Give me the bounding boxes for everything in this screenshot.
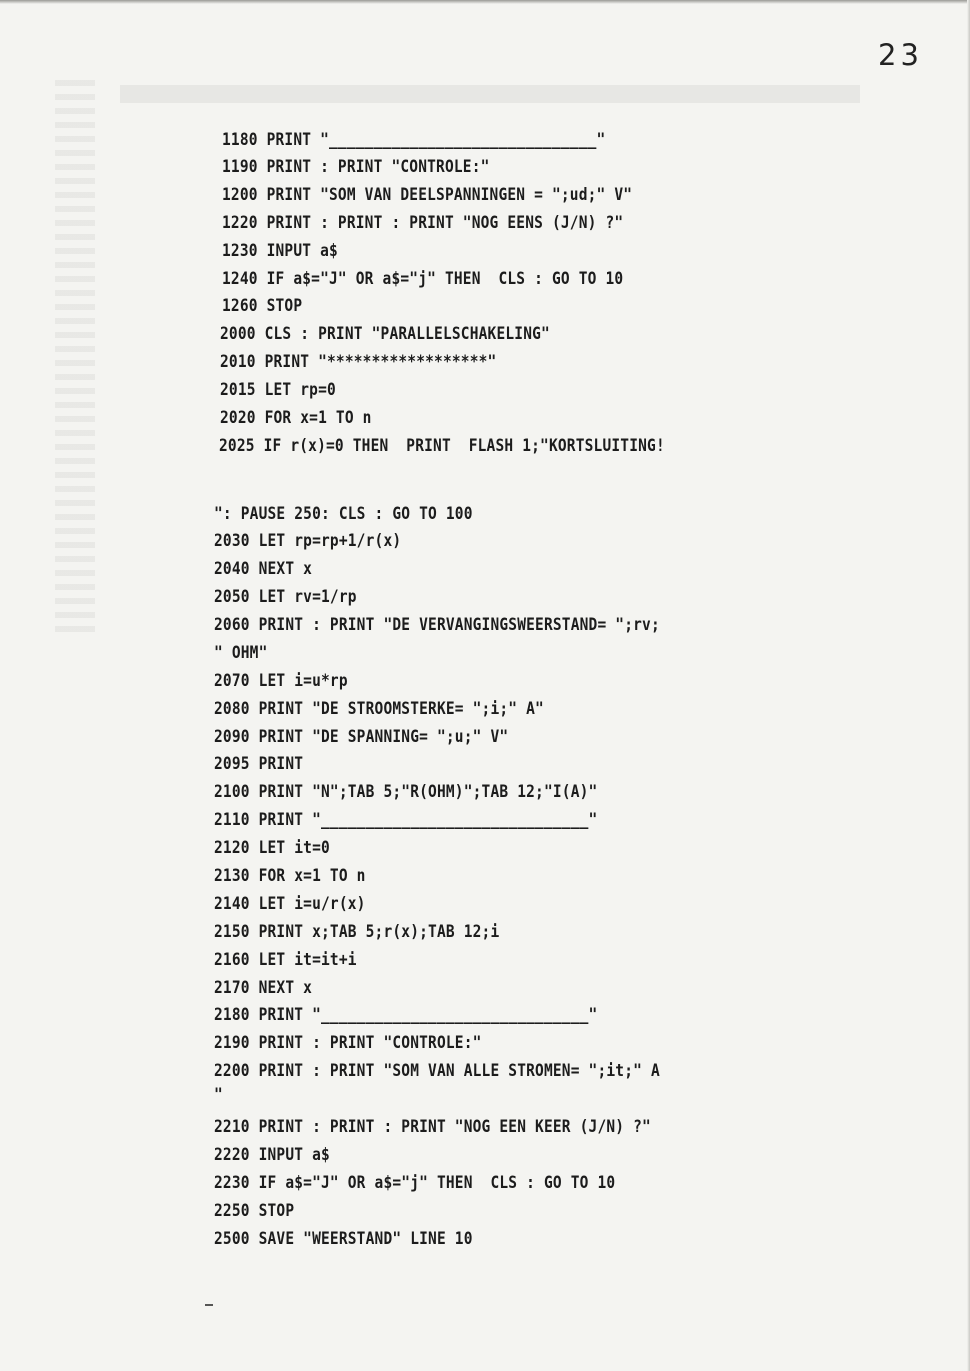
bleed-through-band bbox=[120, 85, 860, 103]
code-line-2170: 2170 NEXT x bbox=[214, 978, 313, 997]
code-line-2015: 2015 LET rp=0 bbox=[220, 380, 336, 399]
code-line-2080: 2080 PRINT "DE STROOMSTERKE= ";i;" A" bbox=[214, 699, 544, 718]
code-line-2190: 2190 PRINT : PRINT "CONTROLE:" bbox=[214, 1033, 482, 1052]
code-line-2140: 2140 LET i=u/r(x) bbox=[214, 894, 366, 913]
code-line-2180: 2180 PRINT "______________________________" bbox=[214, 1005, 598, 1024]
code-line-2060-cont: " OHM" bbox=[214, 643, 268, 662]
code-line-2095: 2095 PRINT bbox=[214, 754, 304, 773]
code-line-2210: 2210 PRINT : PRINT : PRINT "NOG EEN KEER (J/N) ?" bbox=[214, 1117, 651, 1136]
code-line-2130: 2130 FOR x=1 TO n bbox=[214, 866, 366, 885]
basic-program-listing bbox=[206, 128, 766, 1268]
page-top-edge bbox=[0, 0, 970, 4]
code-line-2025: 2025 IF r(x)=0 THEN PRINT FLASH 1;"KORTSLUITING! bbox=[219, 436, 665, 455]
code-line-2500: 2500 SAVE "WEERSTAND" LINE 10 bbox=[214, 1229, 473, 1248]
code-line-1220: 1220 PRINT : PRINT : PRINT "NOG EENS (J/N) ?" bbox=[222, 213, 624, 232]
code-line-2090: 2090 PRINT "DE SPANNING= ";u;" V" bbox=[214, 727, 509, 746]
code-line-2150: 2150 PRINT x;TAB 5;r(x);TAB 12;i bbox=[214, 922, 500, 941]
code-line-2070: 2070 LET i=u*rp bbox=[214, 671, 348, 690]
code-line-2200-cont: " bbox=[214, 1085, 223, 1104]
code-line-1190: 1190 PRINT : PRINT "CONTROLE:" bbox=[222, 157, 490, 176]
code-line-2220: 2220 INPUT a$ bbox=[214, 1145, 330, 1164]
code-line-2230: 2230 IF a$="J" OR a$="j" THEN CLS : GO TO 10 bbox=[214, 1173, 616, 1192]
stray-pen-mark bbox=[205, 1304, 213, 1306]
code-line-1200: 1200 PRINT "SOM VAN DEELSPANNINGEN = ";ud;" V" bbox=[222, 185, 633, 204]
code-line-1260: 1260 STOP bbox=[222, 296, 303, 315]
code-line-2040: 2040 NEXT x bbox=[214, 559, 313, 578]
code-line-1240: 1240 IF a$="J" OR a$="j" THEN CLS : GO TO 10 bbox=[222, 269, 624, 288]
code-line-2200: 2200 PRINT : PRINT "SOM VAN ALLE STROMEN= ";it;" A bbox=[214, 1061, 660, 1080]
page-number: 23 bbox=[878, 38, 923, 72]
code-line-2120: 2120 LET it=0 bbox=[214, 838, 330, 857]
code-line-2160: 2160 LET it=it+i bbox=[214, 950, 357, 969]
code-line-2060: 2060 PRINT : PRINT "DE VERVANGINGSWEERSTAND= ";rv; bbox=[214, 615, 660, 634]
code-line-2110: 2110 PRINT "______________________________" bbox=[214, 810, 598, 829]
code-line-2010: 2010 PRINT "******************" bbox=[220, 352, 497, 371]
code-line-2100: 2100 PRINT "N";TAB 5;"R(OHM)";TAB 12;"I(A)" bbox=[214, 782, 598, 801]
code-line-2250: 2250 STOP bbox=[214, 1201, 295, 1220]
code-line-1230: 1230 INPUT a$ bbox=[222, 241, 338, 260]
code-line-2020: 2020 FOR x=1 TO n bbox=[220, 408, 372, 427]
binding-shadow bbox=[55, 80, 95, 640]
code-line-2030: 2030 LET rp=rp+1/r(x) bbox=[214, 531, 402, 550]
code-line-2000: 2000 CLS : PRINT "PARALLELSCHAKELING" bbox=[220, 324, 550, 343]
code-line-1180: 1180 PRINT "______________________________" bbox=[222, 130, 606, 149]
code-line-2025-cont: ": PAUSE 250: CLS : GO TO 100 bbox=[214, 504, 473, 523]
code-line-2050: 2050 LET rv=1/rp bbox=[214, 587, 357, 606]
